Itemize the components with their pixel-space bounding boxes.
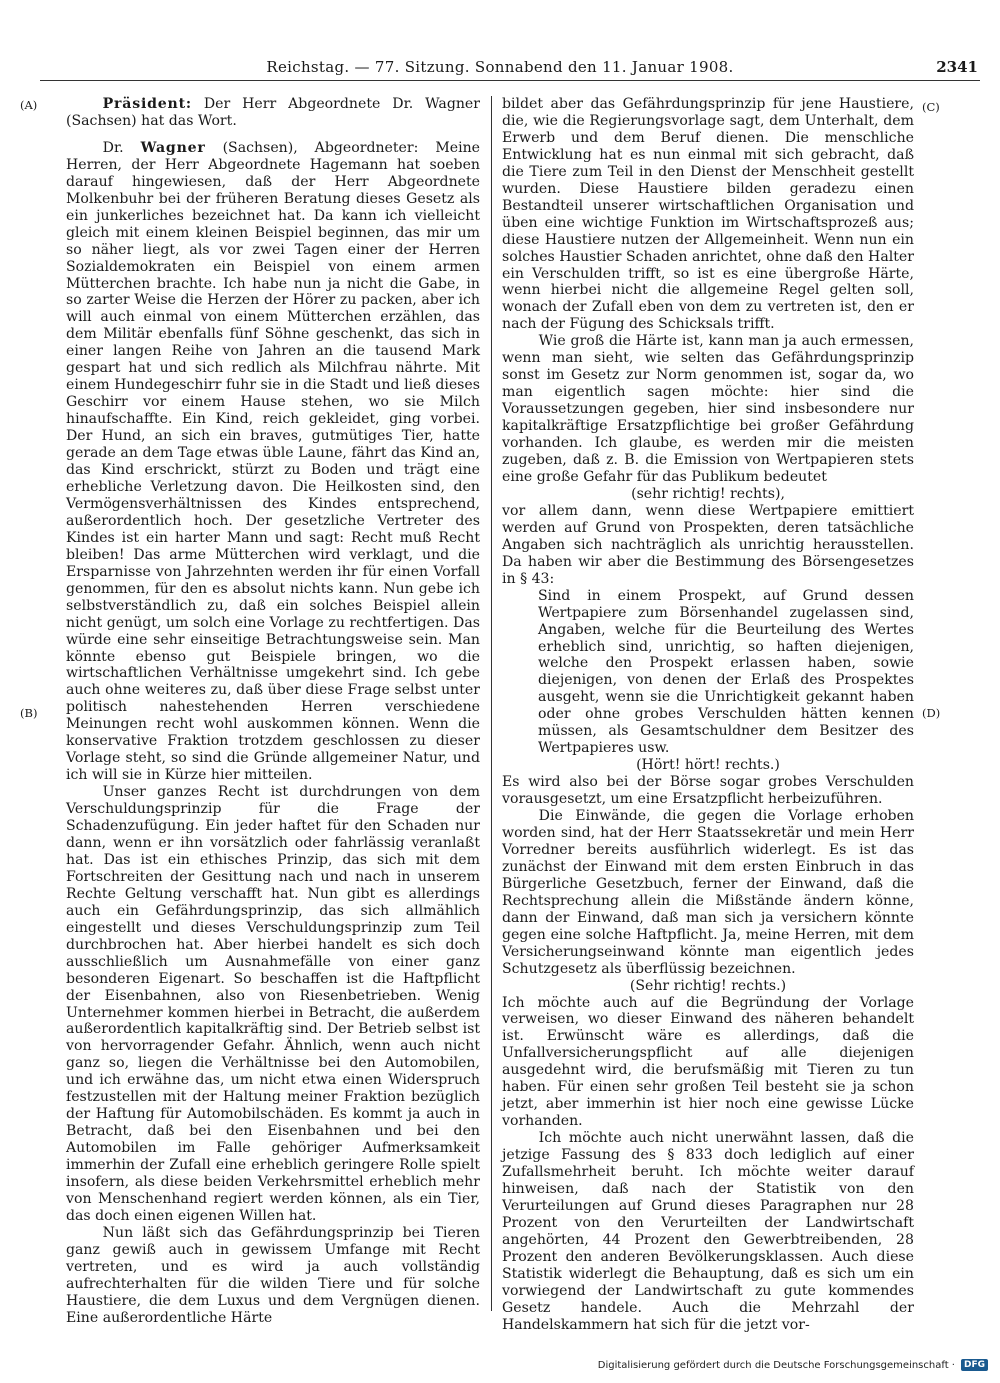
paragraph: vor allem dann, wenn diese Wertpapiere emittiert werden auf Grund von Prospekten, deren tatsächliche Angaben sich nachträglich als unrichtig herausstellen. Da haben wir aber die Bestimmung des Börsengesetzes in § 43: [502,502,914,587]
footer-text: Digitalisierung gefördert durch die Deutsche Forschungsgemeinschaft · [597,1359,955,1371]
column-divider [491,96,492,1311]
paragraph: Wie groß die Härte ist, kann man ja auch ermessen, wenn man sieht, wie selten das Gefährdungsprinzip sonst im Gesetz zur Norm genommen ist, sogar da, wo man eigentlich sagen möchte: hier sind die Voraussetzungen gegeben, hier sind insbesondere nur kapitalkräftige Ersatzpflichtige bei großer Gefährdung vorhanden. Ich glaube, es werden mir die meisten zugeben, daß z. B. die Emission von Wertpapieren stets eine große Gefahr für das Publikum bedeutet [502,333,914,485]
interjection: (sehr richtig! rechts), [631,485,785,502]
right-column [502,96,914,1334]
margin-marker-c: (C) [922,100,940,114]
digitization-footer [598,1359,988,1371]
paragraph [66,96,480,130]
paragraph: Nun läßt sich das Gefährdungsprinzip bei Tieren ganz gewiß auch in gewissem Umfange mit Recht vertreten, und es wird ja auch vollständig aufrechterhalten für die wilden Tiere und für solche Haustiere, die dem Luxus und dem Vergnügen dienen. Eine außerordentliche Härte [66,1224,480,1326]
header-rule [40,80,980,81]
paragraph: bildet aber das Gefährdungsprinzip für jene Haustiere, die, wie die Regierungsvorlage sagt, dem Unterhalt, dem Erwerb und dem Beruf dienen. Die menschliche Entwicklung hat es nun einmal mit sich gebracht, daß die Tiere zum Teil in den Dienst der Menschheit gestellt wurden. Diese Haustiere bilden geradezu einen Bestandteil unserer wirtschaftlichen Organisation und üben eine wichtige Funktion im Wirtschaftsprozeß aus; diese Haustiere nutzen der Allgemeinheit. Wenn nun ein solches Haustier Schaden anrichtet, ohne daß den Halter ein Verschulden trifft, so ist es eine übergroße Härte, wenn hierbei nicht die allgemeine Regel gelten soll, wonach der Zufall eben von dem zu vertreten ist, den er nach der Fügung des Schicksals trifft. [502,96,914,333]
paragraph: Es wird also bei der Börse sogar grobes Verschulden vorausgesetzt, um eine Ersatzpflicht herbeizuführen. [502,774,914,808]
paragraph: Ich möchte auch auf die Begründung der Vorlage verweisen, wo dieser Einwand des näheren behandelt ist. Erwünscht wäre es allerdings, daß die Unfallversicherungspflicht auf alle diejenigen ausgedehnt wird, die berufsmäßig mit Tieren zu tun haben. Für einen sehr großen Teil besteht sie ja schon jetzt, aber immerhin ist hier noch eine gewisse Lücke vorhanden. [502,994,914,1130]
speaker-prefix: Dr. [102,139,124,156]
page-number: 2341 [936,58,978,76]
paragraph [66,140,480,784]
paragraph: Unser ganzes Recht ist durchdrungen von dem Verschuldungsprinzip für die Frage der Schadenzufügung. Ein jeder haftet für den Schaden nur dann, wenn er ihn vorsätzlich oder fahrlässig veranlaßt hat. Das ist ein ethisches Prinzip, das sich mit dem Fortschreiten der Gesittung nach und nach in unserem Rechte Geltung verschafft hat. Nun gibt es allerdings auch ein Gefährdungsprinzip, das sich allmählich eingestellt und dieses Verschuldungsprinzip zum Teil durchbrochen hat. Aber hierbei handelt es sich doch ausschließlich um Ausnahmefälle von einer ganz besonderen Eigenart. So beschaffen ist die Haftpflicht der Eisenbahnen, also von Riesenbetrieben. Wenig Unternehmer kommen hierbei in Betracht, die außerdem außerordentlich kapitalkräftig sind. Der Betrieb selbst ist von hervorragender Gefahr. Ähnlich, wenn auch nicht ganz so, liegen die Verhältnisse bei den Automobilen, und ich erwähne das, um nicht etwa einen Widerspruch festzustellen mit der Haltung meiner Fraktion bezüglich der Haftung für Automobilschäden. Es kommt ja auch in Betracht, daß bei den Eisenbahnen und bei den Automobilen im Falle gehöriger Aufmerksamkeit immerhin der Zufall eine erheblich geringere Rolle spielt insofern, als diese beiden Verkehrsmittel erheblich mehr von Menschenhand regiert werden können, als ein Tier, das doch einen eigenen Willen hat. [66,784,480,1224]
margin-marker-b: (B) [20,706,38,720]
margin-marker-a: (A) [20,98,38,112]
dfg-logo: DFG [961,1359,988,1371]
interjection: (Sehr richtig! rechts.) [629,977,787,994]
law-quote: Sind in einem Prospekt, auf Grund dessen Wertpapiere zum Börsenhandel zugelassen sind, Angaben, welche für die Beurteilung des Wertes erheblich sind, unrichtig, so haften diejenigen, welche den Prospekt erlassen haben, sowie diejenigen, von denen der Erlaß des Prospektes ausgeht, wenn sie die Unrichtigkeit gekannt haben oder ohne grobes Verschulden hätten kennen müssen, als Gesamtschuldner dem Besitzer des Wertpapieres usw. [538,587,914,757]
page-header [0,0,1000,80]
speaker-name: Präsident: [102,96,192,112]
interjection: (Hört! hört! rechts.) [636,757,780,774]
margin-marker-d: (D) [922,706,941,720]
left-column [66,96,480,1327]
paragraph-text: Der Herr Abgeordnete Dr. Wagner (Sachsen) hat das Wort. [66,96,480,129]
paragraph-text: (Sachsen), Abgeordneter: Meine Herren, der Herr Abgeordnete Hagemann hat soeben darauf hingewiesen, daß der Herr Abgeordnete Molkenbuhr bei der früheren Beratung dieses Gesetz als ein junkerliches bezeichnet hat. Da kann ich vielleicht gleich mit einem kleinen Beispiel beginnen, das mir um so näher liegt, als vor zwei Tagen einer der Herren Sozialdemokraten ein Beispiel von einem armen Mütterchen brachte. Ich habe nun ja nicht die Gabe, in so zarter Weise die Herzen der Hörer zu packen, aber ich will auch einmal von einem Mütterchen erzählen, das dem Militär ebenfalls fünf Söhne geschenkt, das sich in einer langen Reihe von Jahren an die tausend Mark gespart hat und sich redlich als Milchfrau nährte. Mit einem Hundegeschirr fuhr sie in die Stadt und ließ dieses Geschirr vor einem Hause stehen, wo sie Milch hinaufschaffte. Ein Kind, reich gekleidet, ging vorbei. Der Hund, an sich ein braves, gutmütiges Tier, hatte gerade an dem Tage etwas üble Laune, fährt das Kind an, das Kind erschrickt, stürzt zu Boden und trägt eine erhebliche Verletzung davon. Die Heilkosten sind, den Vermögensverhältnissen des Kindes entsprechend, außerordentlich hoch. Der gesetzliche Vertreter des Kindes ist ein harter Mann und sagt: Recht muß Recht bleiben! Das arme Mütterchen wird verklagt, und die Ersparnisse von Jahrzehnten werden ihr für einen Vorfall genommen, für den es absolut nichts kann. Nun gebe ich selbstverständlich zu, daß ein solches Beispiel allein nicht genügt, um solch eine Vorlage zu rechtfertigen. Das würde eine sehr einseitige Betrachtungsweise sein. Man könnte ebenso gut Beispiele bringen, wo die wirtschaftlichen Verhältnisse umgekehrt sind. Ich gebe auch ohne weiteres zu, daß über diese Frage selbst unter politisch nahestehenden Herren verschiedene Meinungen recht wohl auskommen können. Wenn die konservative Fraktion trotzdem geschlossen zu dieser Vorlage steht, so sind die Gründe allgemeiner Natur, und ich will sie in Kürze hier mitteilen. [66,139,481,784]
paragraph: Die Einwände, die gegen die Vorlage erhoben worden sind, hat der Herr Staatssekretär und mein Herr Vorredner bereits ausführlich widerlegt. Es ist das zunächst der Einwand mit dem ersten Einbruch in das Bürgerliche Gesetzbuch, ferner der Einwand, daß die Rechtsprechung allein die Mißstände ändern könne, dann der Einwand, daß man sich ja versichern könnte gegen eine solche Haftpflicht. Ja, meine Herren, mit dem Versicherungseinwand könnte man eigentlich jedes Schutzgesetz als überflüssig bezeichnen. [502,808,914,977]
paragraph: Ich möchte auch nicht unerwähnt lassen, daß die jetzige Fassung des § 833 doch lediglich auf einer Zufallsmehrheit beruht. Ich möchte weiter darauf hinweisen, daß nach der Statistik von den Verurteilungen auf Grund dieses Paragraphen nur 28 Prozent von den Verurteilten der Landwirtschaft angehörten, 44 Prozent den Gewerbtreibenden, 28 Prozent den anderen Bevölkerungsklassen. Auch diese Statistik widerlegt die Behauptung, daß es sich um ein vorwiegend der Landwirtschaft zu gute kommendes Gesetz handele. Auch die Mehrzahl der Handelskammern hat sich für die jetzt vor- [502,1130,914,1333]
speaker-name: Wagner [140,139,206,156]
running-title: Reichstag. — 77. Sitzung. Sonnabend den 11. Januar 1908. [266,58,734,76]
